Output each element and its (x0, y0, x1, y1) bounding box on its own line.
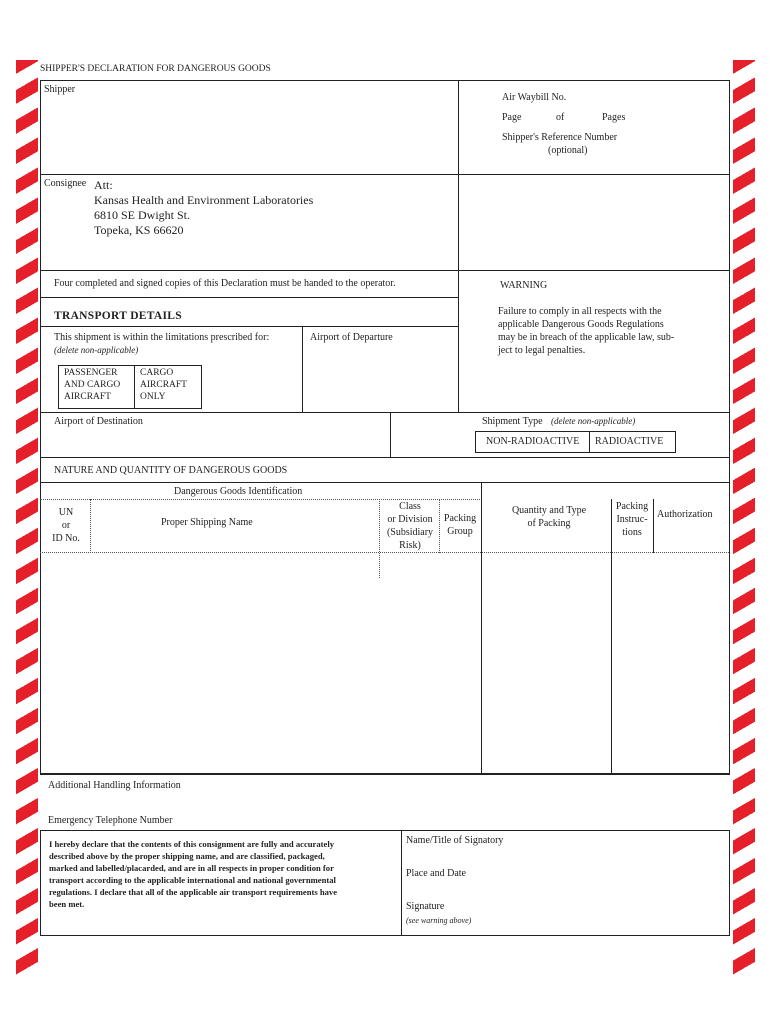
shipper-label: Shipper (44, 84, 76, 95)
page-label: Page (502, 112, 522, 123)
column-header-packing-group (440, 512, 480, 538)
passenger-cargo-option[interactable] (64, 367, 132, 407)
reference-optional-label: (optional) (548, 145, 588, 156)
dg-identification-label: Dangerous Goods Identification (174, 486, 303, 497)
pg-line-1: Packing (443, 513, 477, 524)
shipment-type-label: Shipment Type (482, 416, 543, 427)
column-header-class (381, 500, 439, 552)
un-line-1: UN (58, 507, 74, 518)
additional-handling-field[interactable] (48, 794, 724, 810)
class-line-2: or Division (387, 514, 433, 525)
warning-line-1: Failure to comply in all respects with the (498, 306, 662, 317)
declaration-line-3: marked and labelled/placarded, and are in all respects in proper condition for (49, 863, 334, 873)
shipment-type-note: (delete non-applicable) (551, 416, 636, 426)
dangerous-goods-table-body[interactable] (41, 553, 728, 773)
column-header-authorization: Authorization (657, 509, 713, 520)
consignee-city: Topeka, KS 66620 (94, 223, 184, 237)
consignee-label: Consignee (44, 178, 87, 189)
radioactive-option[interactable]: RADIOACTIVE (595, 436, 664, 447)
passenger-line-1: PASSENGER (64, 368, 118, 378)
transport-details-title: TRANSPORT DETAILS (54, 310, 182, 322)
airport-departure-field[interactable] (310, 346, 454, 406)
declaration-line-4: transport according to the applicable international and national governmental (49, 875, 336, 885)
airport-destination-label: Airport of Destination (54, 416, 143, 427)
cargo-line-1: CARGO (140, 368, 174, 378)
column-header-quantity (484, 504, 614, 530)
cargo-only-option[interactable] (140, 367, 198, 407)
declaration-line-2: described above by the proper shipping name, and are classified, packaged, (49, 851, 325, 861)
place-date-label: Place and Date (406, 868, 466, 879)
cargo-line-2: AIRCRAFT (140, 380, 187, 390)
cargo-line-3: ONLY (140, 392, 166, 402)
warning-title: WARNING (500, 280, 548, 291)
pi-line-1: Packing (615, 501, 649, 512)
warning-line-2: applicable Dangerous Goods Regulations (498, 319, 664, 330)
passenger-line-3: AIRCRAFT (64, 392, 111, 402)
of-label: of (556, 112, 565, 123)
declaration-line-5: regulations. I declare that all of the applicable air transport requirements have (49, 887, 338, 897)
form-title: SHIPPER'S DECLARATION FOR DANGEROUS GOODS (40, 64, 271, 74)
signatory-label: Name/Title of Signatory (406, 835, 504, 846)
class-line-3: (Subsidiary (386, 527, 434, 538)
signatory-field[interactable] (406, 849, 722, 865)
signature-label: Signature (406, 901, 445, 912)
un-line-3: ID No. (52, 533, 80, 544)
pages-label: Pages (602, 112, 626, 123)
declaration-text (49, 838, 337, 910)
qty-line-2: of Packing (527, 518, 571, 529)
class-line-4: Risk) (399, 540, 421, 551)
consignee-street: 6810 SE Dwight St. (94, 208, 191, 222)
column-header-proper-shipping-name: Proper Shipping Name (161, 517, 253, 528)
additional-handling-label: Additional Handling Information (48, 780, 181, 791)
shipper-reference-label: Shipper's Reference Number (502, 132, 618, 143)
nature-quantity-title: NATURE AND QUANTITY OF DANGEROUS GOODS (54, 465, 288, 476)
airport-destination-field[interactable] (54, 430, 384, 454)
pi-line-2: Instruc- (616, 514, 648, 525)
copies-note: Four completed and signed copies of this Declaration must be handed to the operator. (54, 278, 396, 289)
consignee-address[interactable] (94, 178, 313, 238)
airport-departure-label: Airport of Departure (310, 332, 393, 343)
declaration-line-1: I hereby declare that the contents of this consignment are fully and accurately (49, 839, 335, 849)
warning-line-3: may be in breach of the applicable law, sub- (498, 332, 675, 343)
signature-field[interactable] (480, 898, 720, 928)
limitations-text: This shipment is within the limitations prescribed for: (54, 332, 270, 343)
passenger-line-2: AND CARGO (64, 380, 121, 390)
warning-line-4: ject to legal penalties. (498, 345, 586, 356)
column-header-packing-instructions (612, 500, 652, 539)
place-date-field[interactable] (406, 882, 722, 898)
column-header-un (44, 506, 88, 545)
limitations-delete-note: (delete non-applicable) (54, 345, 139, 355)
consignee-att: Att: (94, 178, 113, 192)
class-line-1: Class (399, 501, 421, 512)
declaration-line-6: been met. (49, 899, 85, 909)
hazard-stripe-right (733, 60, 755, 976)
pg-line-2: Group (447, 526, 473, 537)
qty-line-1: Quantity and Type (511, 505, 587, 516)
consignee-name: Kansas Health and Environment Laboratories (94, 193, 314, 207)
air-waybill-label: Air Waybill No. (502, 92, 567, 103)
hazard-stripe-left (16, 60, 38, 976)
non-radioactive-option[interactable]: NON-RADIOACTIVE (486, 436, 580, 447)
emergency-telephone-label: Emergency Telephone Number (48, 815, 173, 826)
signature-note: (see warning above) (406, 916, 472, 925)
un-line-2: or (61, 520, 71, 531)
shipper-field[interactable] (44, 98, 454, 170)
pi-line-3: tions (622, 527, 642, 538)
